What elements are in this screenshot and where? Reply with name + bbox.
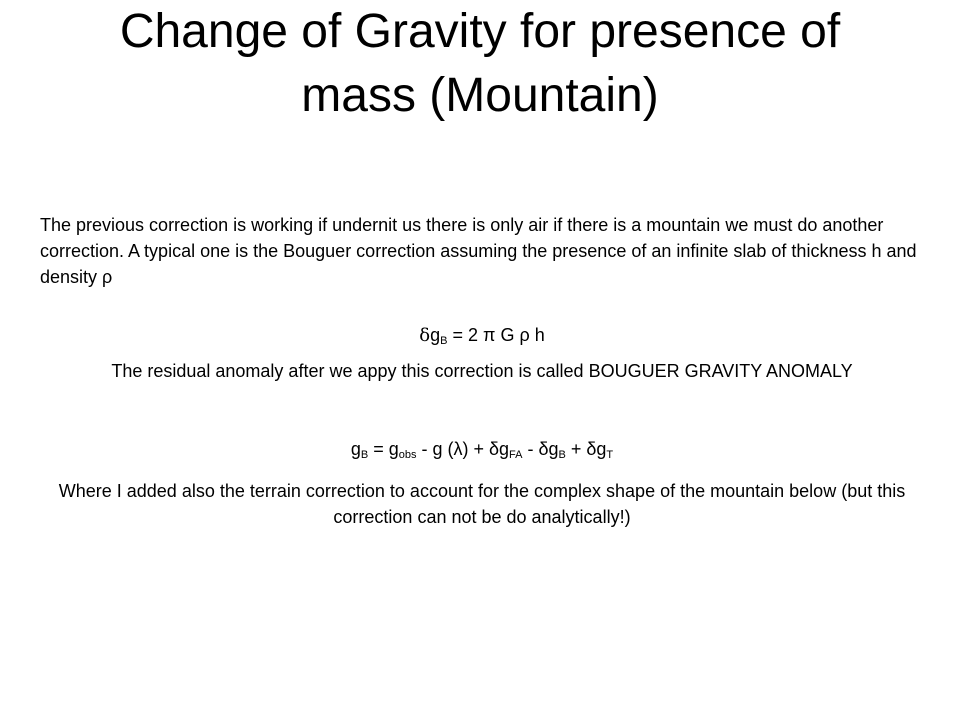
eq2-sub2: obs [398, 449, 417, 461]
eq2-g1: g [350, 439, 361, 459]
title-line-1: Change of Gravity for presence of [119, 5, 841, 58]
title-line-2: mass (Mountain) [301, 69, 659, 122]
eq1-g: g [430, 325, 441, 345]
eq2-sub1: B [360, 449, 369, 461]
eq2-sub4: B [558, 449, 566, 461]
eq1-sub-b: B [440, 335, 448, 347]
eq2-t1: = g [368, 439, 399, 459]
equation-bouguer-correction [40, 322, 924, 349]
paragraph-terrain-correction: Where I added also the terrain correction to account for the complex shape of the mountain below (but this correction can not be do analytically!) [58, 481, 906, 527]
eq1-delta: δ [419, 325, 431, 346]
eq1-rest: = 2 π G ρ h [447, 325, 545, 345]
equation-bouguer-anomaly [40, 436, 924, 462]
eq2-sub5: T [606, 449, 614, 461]
paragraph-residual-anomaly: The residual anomaly after we appy this correction is called BOUGUER GRAVITY ANOMALY [111, 361, 853, 381]
eq2-t3: - δg [522, 439, 559, 459]
paragraph-previous-correction: The previous correction is working if undernit us there is only air if there is a mountain we must do another correction. A typical one is the Bouguer correction assuming the presence of an infinite slab of thickness h and density ρ [40, 215, 917, 287]
eq2-t2: - g (λ) + δg [416, 439, 510, 459]
eq2-t4: + δg [565, 439, 607, 459]
eq2-sub3: FA [509, 449, 523, 461]
slide-title [40, 0, 920, 128]
